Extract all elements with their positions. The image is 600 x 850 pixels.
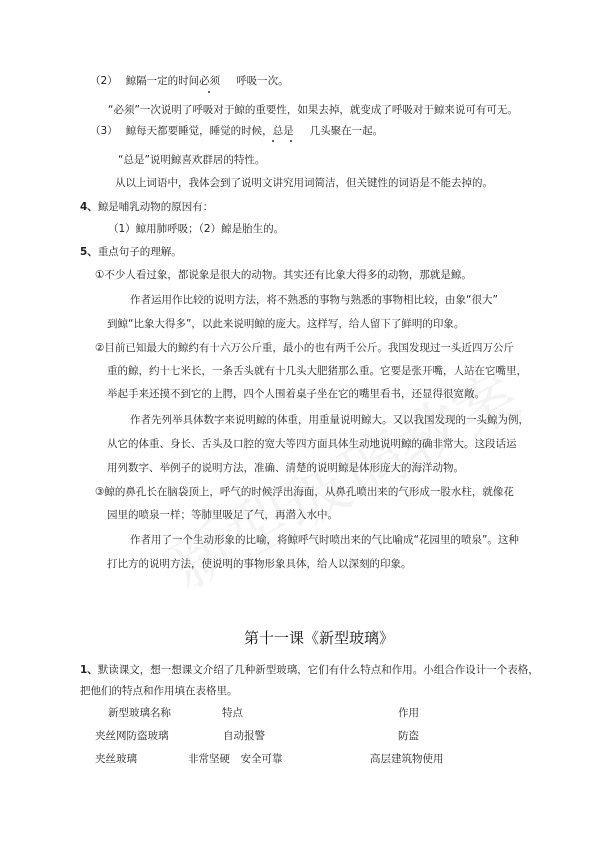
table-row-1-feature: 自动报警 xyxy=(223,730,265,742)
table-header-feature: 特点 xyxy=(222,707,243,719)
lesson-q1-text: 默读课文，想一想课文介绍了几种新型玻璃，它们有什么特点和作用。小组合作设计一个表格， xyxy=(97,664,539,676)
section-5-heading xyxy=(80,245,182,259)
table-row-2-function: 高层建筑物使用 xyxy=(370,753,444,765)
section-5-number: 5、 xyxy=(80,246,98,258)
lesson-q1-number: 1、 xyxy=(80,664,98,676)
section-5-heading-text: 重点句子的理解。 xyxy=(97,246,182,258)
q3-analysis-line-2: 打比方的说明方法，使说明的事物形象具体，给人以深刻的印象。 xyxy=(107,558,412,570)
table-row-1-name: 夹丝网防盗玻璃 xyxy=(95,730,169,742)
q2-analysis-line-1: 作者先列举具体数字来说明鲸的体重，用重量说明鲸大。又以我国发现的一头鲸为例， xyxy=(130,414,529,426)
q3-sentence-line-2: 园里的喷泉一样；等肺里吸足了气，再潜入水中。 xyxy=(107,509,338,521)
item-3-number: （3） xyxy=(90,125,118,137)
table-row-2-feature: 非常坚硬 安全可靠 xyxy=(188,753,283,765)
item-2-number: （2） xyxy=(90,75,118,87)
emphasis-dot xyxy=(208,91,210,93)
item-3-sentence-part2: 几头聚在一起。 xyxy=(309,125,384,137)
table-header-function: 作用 xyxy=(398,707,419,719)
q1-analysis-line-2: 到鲸“比象大得多”，以此来说明鲸的庞大。这样写，给人留下了鲜明的印象。 xyxy=(107,318,465,330)
q1-analysis-line-1: 作者运用作比较的说明方法，将不熟悉的事物与熟悉的事物相比较，由象“很大” xyxy=(130,294,498,306)
table-header-name: 新型玻璃名称 xyxy=(108,707,171,719)
item-2-explanation: “必须”一次说明了呼吸对于鲸的重要性，如果去掉，就变成了呼吸对于鲸来说可有可无。 xyxy=(108,104,518,116)
q2-analysis-line-2: 从它的体重、身长、舌头及口腔的宽大等四方面具体生动地说明鲸的确非常大。这段话运 xyxy=(107,438,517,450)
item-3-sentence-part1: 鲸每天都要睡觉，睡觉的时候，总是 xyxy=(125,125,294,137)
emphasis-dot xyxy=(272,140,274,142)
table-row-2-name: 夹丝玻璃 xyxy=(95,753,137,765)
lesson-q1-line-1 xyxy=(80,663,539,677)
section-4-number: 4、 xyxy=(80,201,98,213)
emphasis-dot xyxy=(290,140,292,142)
item-3-explanation: “总是”说明鲸喜欢群居的特性。 xyxy=(118,154,266,166)
q3-sentence-line-1: ③鲸的鼻孔长在脑袋顶上，呼气的时候浮出海面，从鼻孔喷出来的气形成一股水柱，就像花 xyxy=(95,486,514,498)
section-4-heading-text: 鲸是哺乳动物的原因有： xyxy=(97,201,214,213)
q1-sentence: ①不少人看过象，都说象是很大的动物。其实还有比象大得多的动物，那就是鲸。 xyxy=(95,269,472,281)
item-3-sentence xyxy=(90,124,383,138)
lesson-title: 第十一课《新型玻璃》 xyxy=(244,629,395,647)
table-row-1-function: 防盗 xyxy=(398,730,419,742)
q3-analysis-line-1: 作者用了一个生动形象的比喻，将鲸呼气时喷出来的气比喻成“花园里的喷泉”。这种 xyxy=(130,534,519,546)
q2-sentence-line-1: ②目前已知最大的鲸约有十六万公斤重，最小的也有两千公斤。我国发现过一头近四万公斤 xyxy=(95,342,514,354)
q2-analysis-line-3: 用列数字、举例子的说明方法，准确、清楚的说明鲸是体形庞大的海洋动物。 xyxy=(107,462,464,474)
section-4-answers: （1）鲸用肺呼吸；（2）鲸是胎生的。 xyxy=(108,223,285,235)
item-2-sentence-part2: 呼吸一次。 xyxy=(236,75,289,87)
section-4-heading xyxy=(80,200,213,214)
item-2-sentence-part1: 鲸隔一定的时间必须 xyxy=(125,75,221,87)
q2-sentence-line-2: 重的鲸，约十七米长，一条舌头就有十几头大肥猪那么重。它要是张开嘴，人站在它嘴里， xyxy=(107,365,527,377)
item-2-sentence xyxy=(90,74,289,88)
q2-sentence-line-3: 举起手来还摸不到它的上腭，四个人围着桌子坐在它的嘴里看书，还显得很宽敞。 xyxy=(107,388,485,400)
summary-text: 从以上词语中，我体会到了说明文讲究用词简洁，但关键性的词语是不能去掉的。 xyxy=(115,177,493,189)
lesson-q1-line-2: 把他们的特点和作用填在表格里。 xyxy=(80,685,238,697)
